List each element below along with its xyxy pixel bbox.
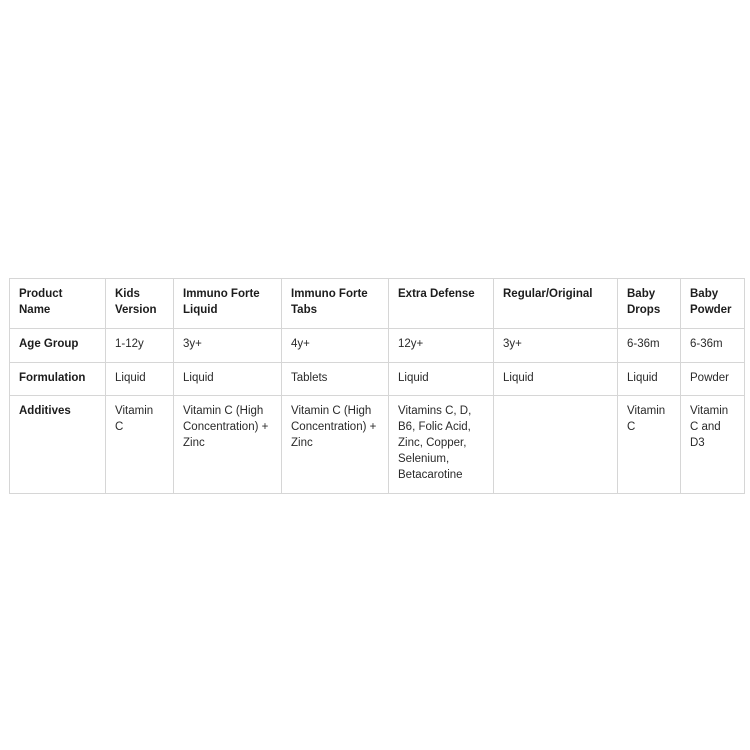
table-header-row (10, 279, 745, 329)
cell-additives-baby-powder: Vitamin C and D3 (681, 396, 745, 493)
product-comparison-table (9, 278, 745, 494)
cell-additives-kids-version: Vitamin C (106, 396, 174, 493)
table-row (10, 328, 745, 362)
row-header-additives: Additives (10, 396, 106, 493)
cell-formulation-immuno-forte-liquid: Liquid (174, 362, 282, 396)
cell-age-group-regular-original: 3y+ (494, 328, 618, 362)
row-header-formulation: Formulation (10, 362, 106, 396)
cell-age-group-baby-drops: 6-36m (618, 328, 681, 362)
cell-age-group-kids-version: 1-12y (106, 328, 174, 362)
cell-formulation-kids-version: Liquid (106, 362, 174, 396)
column-header-baby-drops: Baby Drops (618, 279, 681, 329)
column-header-extra-defense: Extra Defense (389, 279, 494, 329)
table-row (10, 396, 745, 493)
cell-age-group-extra-defense: 12y+ (389, 328, 494, 362)
cell-formulation-extra-defense: Liquid (389, 362, 494, 396)
cell-formulation-baby-drops: Liquid (618, 362, 681, 396)
cell-additives-baby-drops: Vitamin C (618, 396, 681, 493)
cell-formulation-regular-original: Liquid (494, 362, 618, 396)
column-header-product-name: Product Name (10, 279, 106, 329)
cell-formulation-baby-powder: Powder (681, 362, 745, 396)
row-header-age-group: Age Group (10, 328, 106, 362)
column-header-baby-powder: Baby Powder (681, 279, 745, 329)
column-header-regular-original: Regular/Original (494, 279, 618, 329)
cell-additives-immuno-forte-tabs: Vitamin C (High Concentration) + Zinc (282, 396, 389, 493)
column-header-kids-version: Kids Version (106, 279, 174, 329)
cell-age-group-immuno-forte-tabs: 4y+ (282, 328, 389, 362)
cell-formulation-immuno-forte-tabs: Tablets (282, 362, 389, 396)
column-header-immuno-forte-tabs: Immuno Forte Tabs (282, 279, 389, 329)
cell-additives-regular-original (494, 396, 618, 493)
column-header-immuno-forte-liquid: Immuno Forte Liquid (174, 279, 282, 329)
table-row (10, 362, 745, 396)
cell-age-group-baby-powder: 6-36m (681, 328, 745, 362)
cell-additives-immuno-forte-liquid: Vitamin C (High Concentration) + Zinc (174, 396, 282, 493)
cell-additives-extra-defense: Vitamins C, D, B6, Folic Acid, Zinc, Copper, Selenium, Betacarotine (389, 396, 494, 493)
comparison-table-container (9, 278, 744, 494)
cell-age-group-immuno-forte-liquid: 3y+ (174, 328, 282, 362)
